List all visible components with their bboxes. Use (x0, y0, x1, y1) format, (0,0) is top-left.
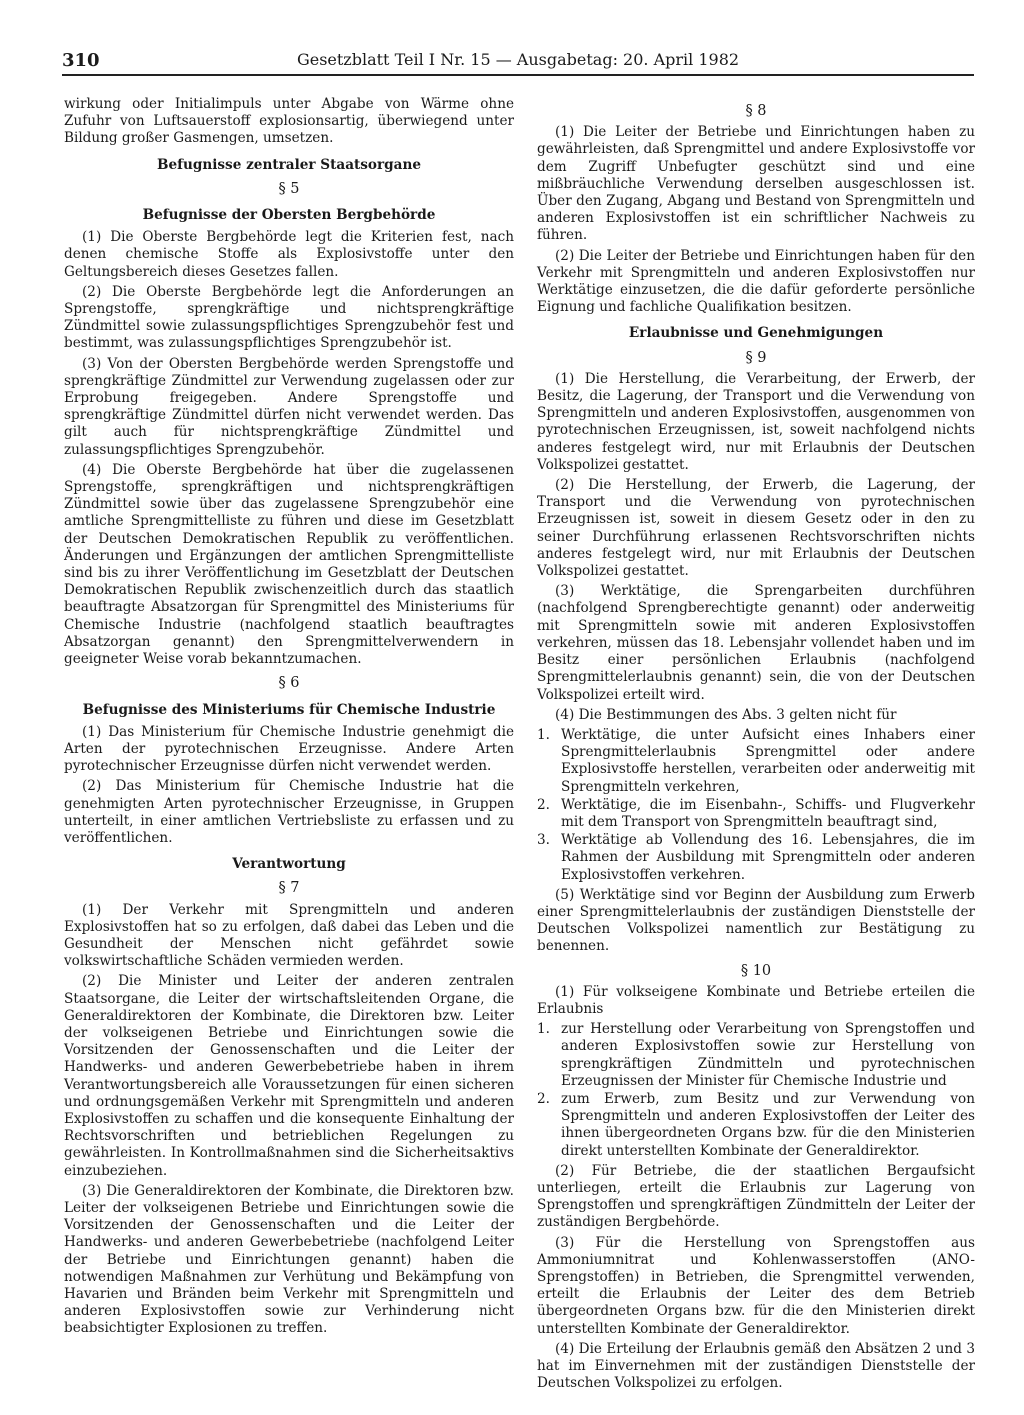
running-title: Gesetzblatt Teil I Nr. 15 — Ausgabetag: 20. April 1982 (296, 50, 740, 69)
paragraph-mark: § 8 (745, 103, 767, 119)
clause: (4) Die Bestimmungen des Abs. 3 gelten nicht für (555, 706, 897, 723)
clause: (3) Für die Herstellung von Sprengstoffen aus Ammoniumnitrat und Kohlenwasserstoffen (ANO-Sprengstoffen) in Betrieben, die Sprengmittel verwenden, erteilt die Erlaubnis der Leiter des dem Betrieb übergeordneten Organs bzw. für die den Ministerien direkt unterstellten Kombinate der Generaldirektor. (537, 1234, 975, 1337)
numbered-list (537, 1021, 975, 1160)
clause: (3) Werktätige, die Sprengarbeiten durchführen (nachfolgend Sprengberechtigte genannt) oder anderweitig mit Sprengmitteln sowie mit anderen Explosivstoffen verkehren, müssen das 18. Lebensjahr vollendet haben und im Besitz einer persönlichen Erlaubnis (nachfolgend Sprengmittelerlaubnis genannt) sein, die von der Deutschen Volkspolizei erteilt wird. (537, 583, 975, 703)
section-heading: Befugnisse zentraler Staatsorgane (156, 156, 422, 173)
list-text: Werktätige, die im Eisenbahn-, Schiffs- und Flugverkehr mit dem Transport von Sprengmitteln beauftragt sind, (561, 796, 975, 830)
intro-paragraph: wirkung oder Initialimpuls unter Abgabe von Wärme ohne Zufuhr von Luftsauerstoff explosionsartig, überwiegend unter Bildung großer Gasmengen, umsetzen. (64, 96, 514, 147)
paragraph-mark: § 5 (278, 180, 300, 197)
list-item (537, 832, 975, 884)
numbered-list (537, 727, 975, 884)
paragraph-mark: § 9 (745, 349, 767, 366)
paragraph-mark: § 10 (740, 962, 772, 979)
list-text: zum Erwerb, zum Besitz und zur Verwendung von Sprengmitteln und anderen Explosivstoffen der Leiter des ihnen übergeordneten Organs bzw. für die den Ministerien direkt unterstellten Kombinate der Generaldirektor. (561, 1090, 975, 1159)
list-item (537, 727, 975, 796)
clause: (1) Die Herstellung, die Verarbeitung, der Erwerb, der Besitz, die Lagerung, der Transport und die Verwendung von Sprengmitteln und anderen Explosivstoffen, ausgenommen von pyrotechnischen Erzeugnissen, ist, soweit nachfolgend nichts anderes festgelegt wird, nur mit Erlaubnis der Deutschen Volkspolizei gestattet. (537, 370, 975, 473)
list-text: Werktätige, die unter Aufsicht eines Inhabers einer Sprengmittelerlaubnis Sprengmittel oder andere Explosivstoffe herstellen, verarbeiten oder anderweitig mit Sprengmitteln verkehren, (561, 726, 975, 795)
section-heading: Erlaubnisse und Genehmigungen (628, 325, 884, 342)
right-column (537, 96, 975, 1395)
page-header (62, 48, 974, 76)
clause: (4) Die Erteilung der Erlaubnis gemäß den Absätzen 2 und 3 hat im Einvernehmen mit der zuständigen Dienststelle der Deutschen Volkspolizei zu erfolgen. (537, 1340, 975, 1392)
clause: (2) Die Oberste Bergbehörde legt die Anforderungen an Sprengstoffe, sprengkräftige und nichtsprengkräftige Zündmittel sowie zulassungspflichtiges Sprengzubehör fest und bestimmt, was zulassungspflichtiges Sprengzubehör ist. (64, 283, 514, 352)
paragraph-title: Befugnisse des Ministeriums für Chemische Industrie (82, 701, 496, 718)
list-item (537, 1091, 975, 1160)
clause: (3) Von der Obersten Bergbehörde werden Sprengstoffe und sprengkräftige Zündmittel zur Verwendung zugelassen oder zur Erprobung freigegeben. Andere Sprengstoffe und sprengkräftige Zündmittel dürfen nicht verwendet werden. Das gilt auch für nichtsprengkräftige Zündmittel und zulassungspflichtiges Sprengzubehör. (64, 355, 514, 458)
clause: (1) Für volkseigene Kombinate und Betriebe erteilen die Erlaubnis (537, 983, 975, 1017)
paragraph-mark: § 7 (278, 880, 300, 897)
list-item (537, 797, 975, 831)
clause: (2) Das Ministerium für Chemische Industrie hat die genehmigten Arten pyrotechnischer Erzeugnisse, in Gruppen unterteilt, in einer amtlichen Vertriebsliste zu erfassen und zu veröffentlichen. (64, 778, 514, 846)
list-number: 2. (537, 1090, 550, 1107)
clause: (2) Die Leiter der Betriebe und Einrichtungen haben für den Verkehr mit Sprengmitteln und anderen Explosivstoffen nur Werktätige einzusetzen, die die dafür geforderte persönliche Eignung und fachliche Qualifikation besitzen. (537, 247, 975, 316)
clause: (1) Der Verkehr mit Sprengmitteln und anderen Explosivstoffen hat so zu erfolgen, daß dabei das Leben und die Gesundheit der Menschen nicht gefährdet sowie volkswirtschaftliche Schäden vermieden werden. (64, 901, 514, 970)
list-number: 2. (537, 796, 550, 813)
clause: (5) Werktätige sind vor Beginn der Ausbildung zum Erwerb einer Sprengmittelerlaubnis der zuständigen Dienststelle der Deutschen Volkspolizei namentlich zur Bestätigung zu benennen. (537, 886, 975, 955)
paragraph-title: Befugnisse der Obersten Bergbehörde (142, 207, 436, 224)
left-column (64, 96, 514, 1341)
list-number: 1. (537, 726, 550, 743)
list-text: zur Herstellung oder Verarbeitung von Sprengstoffen und anderen Explosivstoffen sowie zur Herstellung von sprengkräftigen Zündmitteln und pyrotechnischen Erzeugnissen der Minister für Chemische Industrie und (561, 1021, 975, 1089)
list-item (537, 1021, 975, 1090)
page-number: 310 (62, 50, 100, 71)
paragraph-mark: § 6 (278, 675, 300, 692)
clause: (2) Die Herstellung, der Erwerb, die Lagerung, der Transport und die Verwendung von pyrotechnischen Erzeugnissen ist, soweit in diesem Gesetz oder in den zu seiner Durchführung erlassenen Rechtsvorschriften nichts anderes festgelegt wird, nur mit Erlaubnis der Deutschen Volkspolizei gestattet. (537, 477, 975, 580)
clause: (4) Die Oberste Bergbehörde hat über die zugelassenen Sprengstoffe, sprengkräftigen und nichtsprengkräftigen Zündmittel sowie über das zugelassene Sprengzubehör eine amtliche Sprengmittelliste zu führen und diese im Gesetzblatt der Deutschen Demokratischen Republik zu veröffentlichen. Änderungen und Ergänzungen der amtlichen Sprengmittelliste sind bis zu ihrer Veröffentlichung im Gesetzblatt der Deutschen Demokratischen Republik zwischenzeitlich durch das staatlich beauftragte Absatzorgan für Sprengmittel des Ministeriums für Chemische Industrie (nachfolgend staatlich beauftragtes Absatzorgan genannt) den Sprengmittelverwendern in geeigneter Weise vorab bekanntzumachen. (64, 461, 514, 668)
list-number: 3. (537, 832, 550, 849)
clause: (2) Für Betriebe, die der staatlichen Bergaufsicht unterliegen, erteilt die Erlaubnis zur Lagerung von Sprengstoffen und sprengkräftigen Zündmitteln der Leiter der zuständigen Bergbehörde. (537, 1162, 975, 1231)
clause: (1) Das Ministerium für Chemische Industrie genehmigt die Arten der pyrotechnischen Erzeugnisse. Andere Arten pyrotechnischer Erzeugnisse dürfen nicht verwendet werden. (64, 723, 514, 775)
clause: (1) Die Leiter der Betriebe und Einrichtungen haben zu gewährleisten, daß Sprengmittel und andere Explosivstoffe vor dem Zugriff Unbefugter geschützt sind und eine mißbräuchliche Verwendung derselben ausgeschlossen ist. Über den Zugang, Abgang und Bestand von Sprengmitteln und anderen Explosivstoffen ist ein schriftlicher Nachweis zu führen. (537, 124, 975, 244)
list-text: Werktätige ab Vollendung des 16. Lebensjahres, die im Rahmen der Ausbildung mit Sprengmitteln oder anderen Explosivstoffen verkehren. (561, 832, 975, 883)
section-heading: Verantwortung (232, 856, 346, 873)
clause: (1) Die Oberste Bergbehörde legt die Kriterien fest, nach denen chemische Stoffe als Explosivstoffe unter den Geltungsbereich dieses Gesetzes fallen. (64, 229, 514, 280)
list-number: 1. (537, 1021, 550, 1038)
clause: (2) Die Minister und Leiter der anderen zentralen Staatsorgane, die Leiter der wirtschaftsleitenden Organe, die Generaldirektoren der Kombinate, die Direktoren bzw. Leiter der volkseigenen Betriebe und Einrichtungen sowie die Vorsitzenden der Genossenschaften und die Leiter der Handwerks- und anderen Gewerbebetriebe haben in ihrem Verantwortungsbereich alle Voraussetzungen für einen sicheren und ordnungsgemäßen Verkehr mit Sprengmitteln und anderen Explosivstoffen zu schaffen und die konsequente Einhaltung der Rechtsvorschriften und betrieblichen Regelungen zu gewährleisten. In Kontrollmaßnahmen sind die Sicherheitsaktivs einzubeziehen. (64, 973, 514, 1179)
clause: (3) Die Generaldirektoren der Kombinate, die Direktoren bzw. Leiter der volkseigenen Betriebe und Einrichtungen sowie die Vorsitzenden der Genossenschaften und die Leiter der Handwerks- und anderen Gewerbebetriebe (nachfolgend Leiter der Betriebe und Einrichtungen genannt) haben die notwendigen Maßnahmen zur Verhütung und Bekämpfung von Havarien und Bränden beim Verkehr mit Sprengmitteln und anderen Explosivstoffen sowie zur Verhinderung nicht beabsichtigter Explosionen zu treffen. (64, 1182, 514, 1337)
